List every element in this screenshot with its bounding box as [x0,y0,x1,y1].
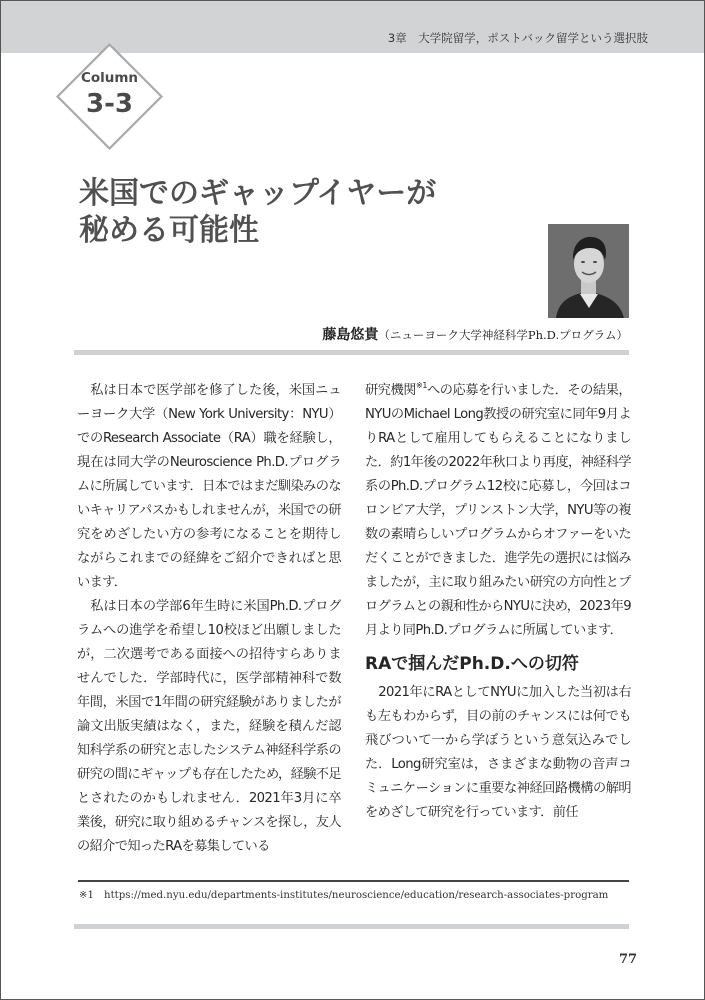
right-column [365,379,631,869]
column-number: 3-3 [86,89,133,119]
column-label: Column [80,70,139,86]
paragraph-continued [365,379,631,643]
paragraph: 2021年にRAとしてNYUに加入した当初は右も左もわからず，目の前のチャンスには何でも飛びついて一から学ぼうという意気込みでした．Long研究室は，さまざまな動物の音声コミュニケーションに重要な神経回路機構の解明をめざして研究を行っています．前任 [365,685,631,820]
column-badge [56,43,163,150]
footnote [79,889,608,903]
text-run: 研究機関 [365,383,417,398]
left-column [77,379,341,869]
author-photo [548,224,629,318]
paragraph: 私は日本の学部6年生時に米国Ph.D.プログラムへの進学を希望し10校ほど出願しましたが，二次選考である面接への招待すらありませんでした．学部時代に，医学部精神科で数年間，米国で1年間の研究経験がありましたが論文出版実績はなく，また，経験を積んだ認知科学系の研究と志したシステム神経科学系の研究の間にギャップも存在したため，経験不足とされたのかもしれません．2021年3月に卒業後，研究に取り組めるチャンスを探し，友人の紹介で知ったRAを募集している [77,599,341,854]
footnote-divider [78,880,629,882]
author-affiliation: （ニューヨーク大学神経科学Ph.D.プログラム） [378,328,628,342]
page-number: 77 [619,952,638,967]
footnote-mark: ※1 [79,890,95,901]
paragraph: 私は日本で医学部を修了した後，米国ニューヨーク大学（New York University：NYU）でのResearch Associate（RA）職を経験し，現在は同大学のNeuroscience Ph.D.プログラムに所属しています．日本ではまだ馴染みのないキャリアパスかもしれませんが，米国での研究をめざしたい方の参考になることを期待しながらこれまでの経緯をご紹介できればと思います． [77,383,341,590]
title-line-1: 米国でのギャップイヤーが [79,176,437,211]
text-run: への応募を行いました．その結果，NYUのMichael Long教授の研究室に同年9月よりRAとして雇用してもらえることになりました．約1年後の2022年秋口より再度，神経科学系のPh.D.プログラム12校に応募し，今回はコロンビア大学，プリンストン大学，NYU等の複数の素晴らしいプログラムからオファーをいただくことができました．進学先の選択には悩みましたが，主に取り組みたい研究の方向性とプログラムとの親和性からNYUに決め，2023年9月より同Ph.D.プログラムに所属しています． [365,383,631,638]
author-byline [322,326,628,344]
section-heading: RAで掴んだPh.D.への切符 [365,654,579,674]
author-portrait-icon [548,224,629,318]
running-head: 3章 大学院留学，ポストバック留学という選択肢 [387,31,648,45]
footer-divider [74,924,629,929]
footnote-reference[interactable]: ※1 [416,381,427,390]
footnote-url[interactable]: https://med.nyu.edu/departments-institutes/neuroscience/education/research-associates-program [104,890,609,901]
title-divider [74,350,629,355]
author-name: 藤島悠貴 [322,327,379,343]
article-title [79,175,539,249]
title-line-2: 秘める可能性 [79,213,259,248]
